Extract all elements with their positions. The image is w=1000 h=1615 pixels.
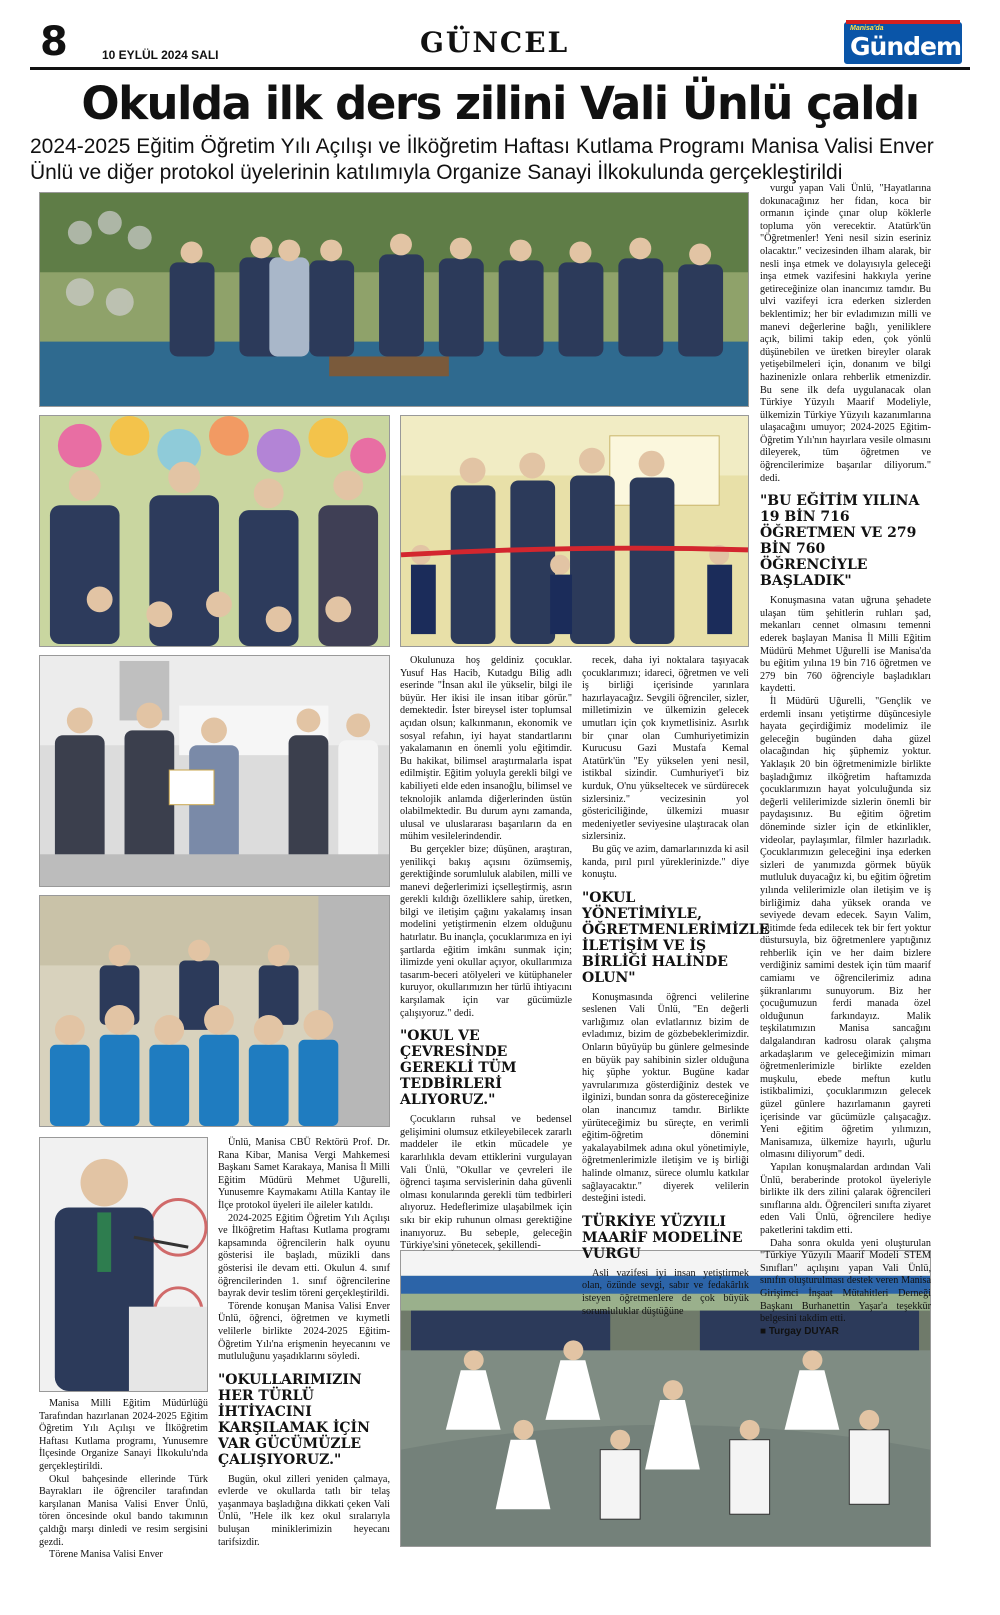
article-subheading: "OKULLARIMIZIN HER TÜRLÜ İHTİYACINI KARŞILAMAK İÇİN VAR GÜCÜMÜZLE ÇALIŞIYORUZ." [218,1371,370,1468]
article-column-4 [582,655,770,1317]
article-paragraph: Ünlü, Manisa CBÜ Rektörü Prof. Dr. Rana Kibar, Manisa Vergi Mahkemesi Başkanı Samet Karakaya, Manisa İl Milli Eğitim Müdürü Mehmet Uğurelli, Yunusemre Kaymakamı Atilla Kantay ile İlçe protokol üyeleri ile aileler katıldı. [218,1137,390,1211]
logo-name: Gündem [850,32,962,61]
logo-tagline: Manisa'da [850,25,884,32]
article-headline: Okulda ilk ders zilini Vali Ünlü çaldı [81,77,919,130]
bell-ringing-photo [39,415,390,647]
article-paragraph: Törene Manisa Valisi Enver [49,1549,163,1561]
article-paragraph: Daha sonra okulda yeni oluşturulan "Türkiye Yüzyılı Maarif Modeli STEM Sınıfları" açılışını yapan Vali Ünlü, sınıfın oluşturulması destek veren Manisa Girişimci İnşaat Mütahitleri Derneği Başkanı Burhanettin Yaşar'a teşekkür belgesini takdim etti. [760,1237,931,1325]
ribbon-cutting-photo [400,415,749,647]
certificate-photo [39,655,390,887]
newspaper-logo [844,22,962,64]
article-paragraph: Bu güç ve azim, damarlarınızda ki asil kanda, pırıl pırıl yüreklerinizde." diye konuştu. [582,843,750,881]
author-byline: ■ Turgay DUYAR [760,1325,839,1337]
article-paragraph: Yapılan konuşmalardan ardından Vali Ünlü, beraberinde protokol üyeleriyle birlikte ilk ders zilini çalarak öğrencileri sınıflarına aldı. Öğrencileri sınıfta ziyaret eden Vali Ünlü, öğrencilere hediye paketlerini takdim etti. [760,1161,931,1236]
article-column-5 [760,183,931,1337]
article-paragraph: Okulunuza hoş geldiniz çocuklar. Yusuf Has Hacib, Kutadgu Bilig adlı eserinde "İnsan akıl ile yükselir, bilgi ile büyür. Her ikisi ile insan itibar görür." demektedir. İster bireysel ister toplumsal açıdan olsun; kalkınmanın, ekonomik ve sosyal refahın, iyi hayat standartlarını yakalamanın en önemli yolu eğitimdir. Bu hakikat, bilimsel araştırmalarla ispat edilmiştir. Eğitim yoluyla gerekli bilgi ve kabiliyeti elde eden insanoğlu, bilimsel ve teknolojik anlamda diğerlerinden üstün olabilmektedir. Bu durum aynı zamanda, ulusal ve uluslararası başarıların da en mühim vesilelerindendir. [400,655,573,843]
speech-photo [39,1137,208,1392]
article-column-2 [218,1137,390,1592]
article-paragraph: Bu gerçekler bize; düşünen, araştıran, yenilikçi bakış açısını özümsemiş, gerektiğinde sorumluluk alabilen, milli ve manevi değerlerimizi içselleştirmiş, asrın gerekli kıldığı özelliklere sahip, üretken, bilgi ve iletişim çağını yakalamış insan modelini yetiştirmenin elzem olduğunu hatırlatır. Bu inançla, çocuklarımıza en iyi şartlarda eğitim imkânı sunmak için; ilimizde yeni okullar açıyor, okullarımıza tasarım-beceri atölyeleri ve kütüphaneler kuruyor, okullarımızın her türlü ihtiyacını karşılamak için var gücümüzle çalışıyoruz." dedi. [400,843,572,1019]
protocol-seated-photo [39,192,749,407]
article-subheading: "OKUL YÖNETİMİYLE, ÖĞRETMENLERİMİZLE İLETİŞİM VE İŞ BİRLİĞİ HALİNDE OLUN" [582,889,770,986]
article-paragraph: Konuşmasına vatan uğruna şehadete ulaşan tüm şehitlerin ruhları şad, mekanları cennet olmasını temenni ederek başlayan Manisa İl Milli Eğitim Müdürü Mehmet Uğurelli ise Manisa'da bu eğitim yılına 19 bin 716 öğretmen ve 279 bin 760 öğrenciyle başladıkları kaydetti. [760,595,931,695]
article-paragraph: Okul bahçesinde ellerinde Türk Bayrakları ile öğrenciler tarafından karşılanan Manisa Valisi Enver Ünlü, tören öncesinde okul bando takımının çaldığı marşı dinledi ve resim sergisini gezdi. [39,1473,208,1548]
logo-stripe [846,20,960,24]
article-column-1 [39,1398,208,1588]
article-paragraph: Törende konuşan Manisa Valisi Enver Ünlü, öğrenci, öğretmen ve kıymetli velilerle birlikte 2024-2025 Eğitim-Öğretim Yılı'na erişmenin heyecanını ve mutluluğunu yaşadıklarını söyledi. [218,1300,390,1363]
article-subheading: TÜRKİYE YÜZYILI MAARİF MODELİNE VURGU [582,1213,743,1262]
page-number: 8 [40,19,68,65]
article-subheading: "OKUL VE ÇEVRESİNDE GEREKLİ TÜM TEDBİRLERİ ALIYORUZ." [400,1028,517,1109]
article-subheading: "BU EĞİTİM YILINA 19 BİN 716 ÖĞRETMEN VE 279 BİN 760 ÖĞRENCİYLE BAŞLADIK" [760,493,920,590]
article-paragraph: 2024-2025 Eğitim Öğretim Yılı Açılışı ve İlköğretim Haftası Kutlama programı kapsamında öğrencilerin halk oyunu gösterisi ile başladı, müzikli dans gösterisi ile devam etti. Okulun 4. sınıf öğrencilerinden 1. sınıf öğrencilerine bayrak devir teslim töreni gerçekleştirildi. [218,1212,390,1300]
article-column-3 [400,655,573,1252]
article-paragraph: vurgu yapan Vali Ünlü, "Hayatlarına dokunacağınız her fidan, koca bir ormanın içinde çınar olup köklerle topluma yön verecektir. Atatürk'ün "Öğretmenler! Yeni nesil sizin eseriniz olacaktır." vecizesinden ilham alarak, bir nesli inşa etmek ve dolayısıyla geleceği inşa etmek vazifesini hakkıyla yerine getireceğinize olan inancımız tamdır. Bu ulvi vazifeyi icra ederken sizlerden beklentimiz; her bir evladımızın milli ve manevi değerlerine bağlı, yeniliklere açık, bilimi takip eden, çok yönlü düşünebilen ve üretken bireyler olarak yetişebilmeleri için, donanım ve bilgi hazinenizle onlara rehberlik etmenizdir. Bu sene ilk defa uygulanacak olan Türkiye Yüzyılı Maarif Modeliyle, ülkemizin Türkiye Yüzyılı kazanımlarına ulaşacağını umuyor; 2024-2025 Eğitim-Öğretim Yılı'nın hayırlara vesile olmasını dileyerek, tüm öğretmen ve öğrencilerimize başarılar diliyorum." dedi. [760,183,931,484]
article-paragraph: Bugün, okul zilleri yeniden çalmaya, evlerde ve okullarda tatlı bir telaş yaşanmaya başladığına dikkati çeken Vali Ünlü, "Hele ilk kez okul sıralarıyla buluşan miniklerimizin heyecanı tarifsizdir. [218,1473,390,1548]
article-paragraph: recek, daha iyi noktalara taşıyacak çocuklarımızı; idareci, öğretmen ve veli iş birliği içerisinde yarınlara hazırlayacağız. Sevgili öğrenciler, sizler, milletimizin ve ülkemizin gelecek umutları için çok kıymetlisiniz. Asırlık bir çınar olan Cumhuriyetimizin Kurucusu Gazi Mustafa Kemal Atatürk'ün "Ey yükselen yeni nesil, istikbal sizindir. Cumhuriyet'i biz kurduk, O'nu yükseltecek ve sürdürecek sizlersiniz." vecizesinin yol göstericiliğinde, ülkemizi muasır medeniyetler seviyesine ulaştıracak olan sizlersiniz. [582,655,749,843]
article-paragraph: Manisa Milli Eğitim Müdürlüğü Tarafından hazırlanan 2024-2025 Eğitim Öğretim Yılı Açılışı ve İlköğretim Haftası Kutlama programı, Yunusemre İlçesinde Organize Sanayi İlkokulu'nda gerçekleştirildi. [39,1398,208,1472]
article-paragraph: İl Müdürü Uğurelli, "Gençlik ve erdemli insanı yetiştirme düşüncesiyle hayata geçirdiğimiz modelimiz ile geleceğin bugünden daha güzel olacağından hiç şüphemiz yoktur. Yaklaşık 20 bin öğretmenimizle birlikte başladığımız ilköğretim haftamızda çocuklarımızın hayat yolculuğunda siz değerli velilerimizde sizlerin önemli bir paydaşısınız. Bu eğitim öğretim döneminde sizler için de etkinlikler, videolar, paylaşımlar, filmler hazırladık. Çocuklarımızın geleceğini inşa ederken sizleri de yanımızda görmek büyük mutluluk duyacağız ki, bu eğitim öğretim yılında velilerimizle olan iletişim ve iş birliğimiz daha yüksek oranda ve seviyede devam edecek. Sayın Valim, eğitimde feda edilecek tek bir fert yoktur düstursuyla, biz öğretmenlere yaptığınız rehberlik için ve her daim bizlere verdiğiniz samimi destek için tüm maarif camiamı ve öğrencilerimiz adına şükranlarımı sunuyorum. Biz her çocuğumuzun ferdi manada özel olduğunun farkındayız. Malik teşkilatımızın Manisa sancağını dalgalandıran kadrosu olarak çalışma arkadaşlarım ve geleceğimizin mimarı öğretmenlerimizle birlikte ezelden muşkulu, ebede meftun kutlu istikbalimizi, çocuklarımızın gelecek güzel günlere hazırlamanın gayreti içerisinde var gücümüzle çalışacağız. Yeni eğitim öğretim yılımızın, Manisamıza, ülkemize hayırlı, uğurlu olmasını diliyorum" dedi. [760,696,931,1161]
article-subheadline: 2024-2025 Eğitim Öğretim Yılı Açılışı ve İlköğretim Haftası Kutlama Programı Manisa Valisi Enver Ünlü ve diğer protokol üyelerinin katılımıyla Organize Sanayi İlkokulunda gerçekleştirildi [30,135,934,184]
issue-date: 10 EYLÜL 2024 SALI [102,48,219,62]
masthead [30,18,970,70]
students-photo [39,895,390,1127]
article-paragraph: Asli vazifesi iyi insan yetiştirmek olan, özünde sevgi, sabır ve fedakârlık isteyen öğretmenlere de çok büyük sorumluluklar düştüğüne [582,1267,749,1317]
section-title: GÜNCEL [420,26,570,59]
article-paragraph: Çocukların ruhsal ve bedensel gelişimini olumsuz etkileyebilecek zararlı maddeler ile etkin mücadele ye kararlılıkla devam ettiklerini vurgulayan Vali Ünlü, "Okullar ve çevreleri ile öğrenci taşıma servislerinin daha güvenli olması konularında gerekli tüm tedbirleri alıyoruz. Hedeflerimize ulaşabilmek için sıkı bir ekip ruhunun olması gerektiğine inanıyoruz. Bu sebeple, geleceğin Türkiye'sini yönetecek, şekillendi- [400,1114,572,1252]
article-paragraph: Konuşmasında öğrenci velilerine seslenen Vali Ünlü, "En değerli varlığımız olan evlatlarınız bizim de evladımız, bizim de gözbebeklerimizdir. Onların büyüyüp bu günlere gelmesinde en büyük pay sahibinin sizler olduğuna hiç şüphe yoktur. Bugüne kadar yavrularımıza gösterdiğiniz destek ve ilginizi, bundan sonra da göstereceğinize olan inancımız tamdır. Birlikte yürüteceğimiz bu süreçte, en verimli eğitim-öğretim dönemini yakalayabilmek adına okul yönetimiyle, öğretmenlerimizle iletişim ve iş birliği halinde olmanız, sürece olumlu katkılar sağlayacaktır." diyerek velilerin desteğini istedi. [582,991,749,1205]
